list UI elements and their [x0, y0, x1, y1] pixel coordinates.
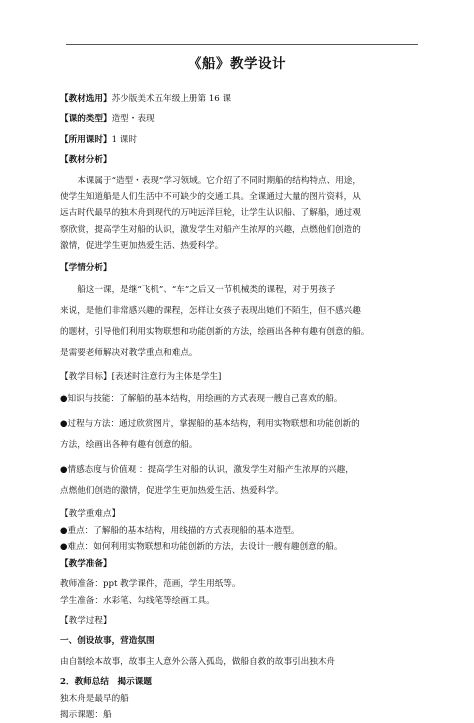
lesson-type-label: 【课的类型】	[60, 114, 112, 125]
textbook-row	[60, 91, 412, 107]
lesson-type-value: 造型・表现	[111, 114, 155, 125]
key-point: ●重点：了解船的基本结构，用线描的方式表现船的基本造型。	[60, 525, 300, 536]
goal-process-line: 方法，绘画出各种有趣有创意的船。	[60, 440, 198, 451]
analysis-line: 使学生知道船是人们生活中不可缺少的交通工具。全课通过大量的图片资料，从	[60, 192, 361, 203]
learner-line: 是需要老师解决对教学重点和难点。	[60, 348, 198, 359]
learner-analysis-paragraph	[60, 280, 412, 364]
lesson-hours-label: 【所用课时】	[60, 134, 112, 145]
student-preparation: 学生准备：水彩笔、勾线笔等绘画工具。	[60, 595, 215, 606]
textbook-value: 苏少版美术五年级上册第 16 课	[111, 94, 232, 104]
learner-line: 的题材，引导他们利用实物联想和功能创新的方法，绘画出各种有趣有创意的船。	[60, 327, 370, 338]
step-two-line: 独木舟是最早的船	[60, 693, 129, 704]
step-one-text: 由自制绘本故事，故事主人意外公落入孤岛，做船自救的故事引出独木舟	[60, 656, 336, 667]
header-rule	[66, 44, 418, 45]
lesson-hours-value: 1 课时	[111, 134, 137, 145]
analysis-line: 察欣赏，提高学生对船的认识，激发学生对船产生浓厚的兴趣，点燃他们创造的	[60, 224, 361, 235]
learner-line: 来说，是他们非常感兴趣的课程，怎样让女孩子表现出她们不陌生，但不感兴趣	[60, 306, 361, 317]
analysis-line: 激情，促进学生更加热爱生活、热爱科学。	[60, 241, 224, 252]
step-one-title: 一、创设故事，营造氛围	[60, 636, 155, 647]
learner-analysis-heading: 【学情分析】	[60, 262, 112, 273]
goal-knowledge	[60, 389, 412, 410]
goal-attitude-line: 点燃他们创造的激情，促进学生更加热爱生活、热爱科学。	[60, 486, 284, 497]
difficult-point: ●难点：如何利用实物联想和功能创新的方法，去设计一艘有趣创意的船。	[60, 542, 343, 553]
goal-attitude	[60, 460, 412, 502]
goal-attitude-line: ●情感态度与价值观 ：提高学生对船的认识，激发学生对船产生浓厚的兴趣，	[60, 465, 354, 476]
teaching-process-heading: 【教学过程】	[60, 615, 112, 626]
key-difficult-heading: 【教学重难点】	[60, 509, 121, 520]
goal-knowledge-line: ●知识与技能：了解船的基本结构，用绘画的方式表现一艘自己喜欢的船。	[60, 394, 343, 405]
lesson-hours-row	[60, 132, 412, 148]
preparation-heading: 【教学准备】	[60, 558, 112, 569]
analysis-line: 本课属于“造型・表现”学习领域。它介绍了不同时期船的结构特点、用途，	[77, 175, 361, 186]
learner-line: 船这一课，是继“飞机”、“车”之后又一节机械类的课程，对于男孩子	[77, 285, 336, 296]
step-two-title: 2．教师总结 揭示课题	[60, 677, 152, 688]
textbook-analysis-heading: 【教材分析】	[60, 155, 112, 166]
analysis-line: 远古时代最早的独木舟到现代的万吨远洋巨轮，让学生认识船、了解船，通过观	[60, 208, 361, 219]
goal-process-line: ●过程与方法：通过欣赏图片，掌握船的基本结构，利用实物联想和功能创新的	[60, 419, 360, 430]
document-body	[60, 91, 412, 723]
teacher-preparation: 教师准备：ppt 教学课件，范画，学生用纸等。	[60, 579, 241, 590]
teaching-goals-heading: 【教学目标】[表述时注意行为主体是学生]	[60, 372, 222, 383]
textbook-analysis-paragraph	[60, 173, 412, 255]
textbook-label: 【教材选用】	[60, 94, 112, 104]
lesson-type-row	[60, 111, 412, 127]
goal-process	[60, 414, 412, 456]
document-title: 《船》教学设计	[188, 56, 286, 72]
step-two-line: 揭示课题：船	[60, 709, 112, 720]
